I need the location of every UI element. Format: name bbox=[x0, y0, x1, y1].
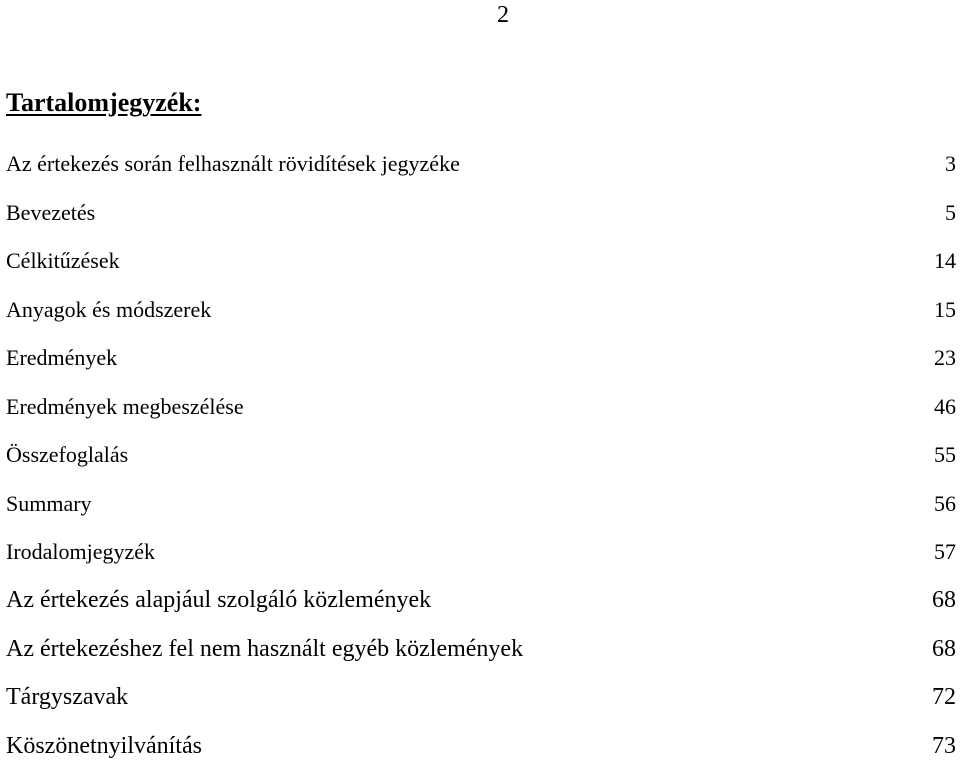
toc-entry-label: Eredmények megbeszélése bbox=[6, 393, 244, 419]
toc-entry-page: 3 bbox=[945, 151, 956, 177]
toc-entry bbox=[6, 286, 956, 335]
toc-title: Tartalomjegyzék: bbox=[6, 88, 202, 117]
toc-entry bbox=[6, 625, 956, 674]
toc-entry-page: 68 bbox=[932, 587, 956, 614]
toc-entry-label: Az értekezéshez fel nem használt egyéb közlemények bbox=[6, 635, 524, 662]
toc-entry-label: Célkitűzések bbox=[6, 248, 120, 274]
toc-entry-page: 5 bbox=[945, 199, 956, 225]
page-number: 2 bbox=[497, 2, 509, 28]
toc-entry-page: 14 bbox=[934, 248, 956, 274]
toc-entry bbox=[6, 480, 956, 529]
toc-entry bbox=[6, 140, 956, 189]
toc-entry-label: Köszönetnyilvánítás bbox=[6, 732, 202, 759]
toc-entry bbox=[6, 189, 956, 238]
toc-entry-page: 73 bbox=[932, 732, 956, 759]
toc-entry bbox=[6, 577, 956, 626]
toc-entry bbox=[6, 431, 956, 480]
toc-entry-page: 15 bbox=[934, 296, 956, 322]
toc-entry-page: 72 bbox=[932, 684, 956, 711]
toc-entry-page: 57 bbox=[934, 539, 956, 565]
toc-entry-label: Bevezetés bbox=[6, 199, 96, 225]
toc-entry-page: 68 bbox=[932, 635, 956, 662]
toc-entry-label: Tárgyszavak bbox=[6, 684, 129, 711]
toc-entry-label: Irodalomjegyzék bbox=[6, 539, 156, 565]
toc-entry bbox=[6, 722, 956, 771]
toc-entry-label: Eredmények bbox=[6, 345, 118, 371]
toc-entry bbox=[6, 334, 956, 383]
toc-entry-page: 56 bbox=[934, 490, 956, 516]
toc-list bbox=[6, 140, 956, 771]
toc-entry bbox=[6, 383, 956, 432]
toc-entry bbox=[6, 674, 956, 723]
toc-entry bbox=[6, 237, 956, 286]
toc-entry-label: Az értekezés alapjául szolgáló közlemények bbox=[6, 587, 432, 614]
toc-entry-label: Az értekezés során felhasznált rövidítések jegyzéke bbox=[6, 151, 460, 177]
toc-entry-label: Summary bbox=[6, 490, 92, 516]
toc-entry-page: 55 bbox=[934, 442, 956, 468]
toc-entry-label: Anyagok és módszerek bbox=[6, 296, 212, 322]
toc-entry-page: 23 bbox=[934, 345, 956, 371]
toc-entry-page: 46 bbox=[934, 393, 956, 419]
toc-entry bbox=[6, 528, 956, 577]
toc-entry-label: Összefoglalás bbox=[6, 442, 129, 468]
